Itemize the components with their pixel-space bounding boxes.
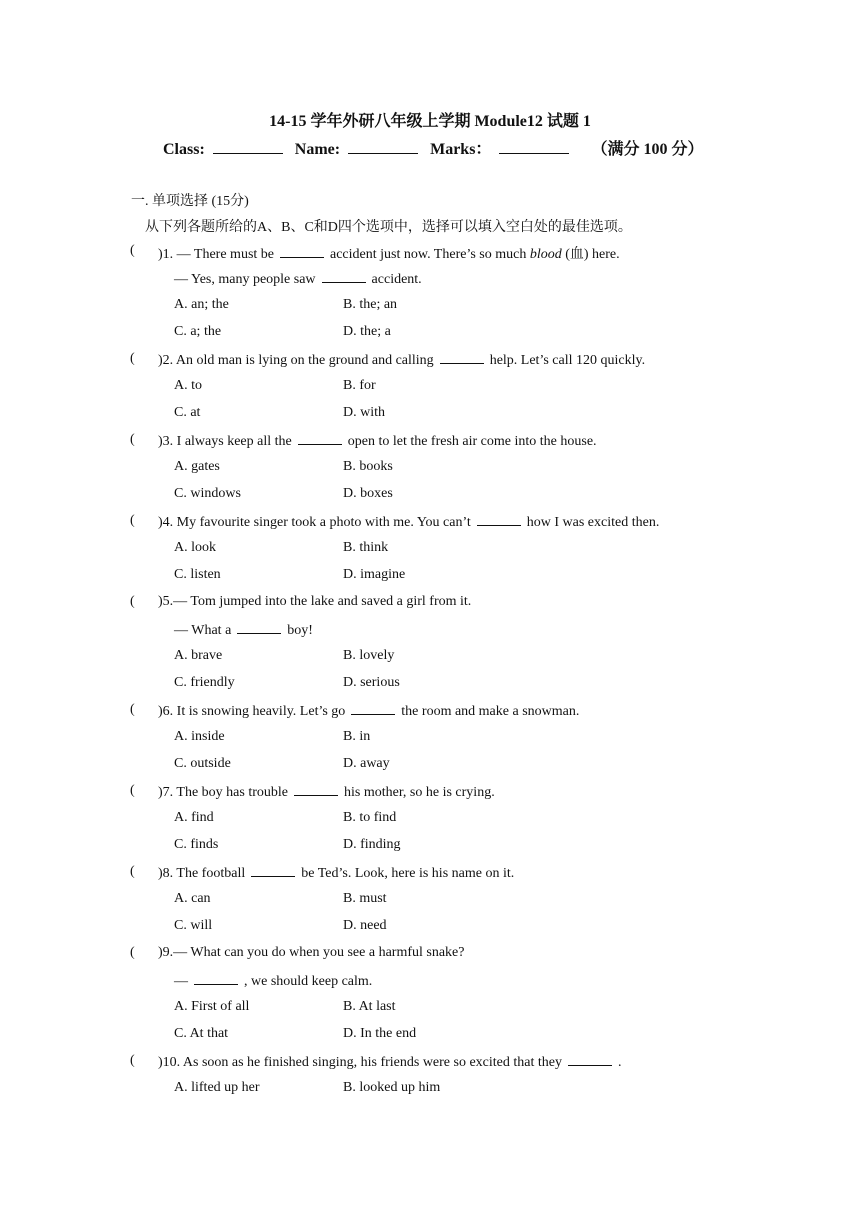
option[interactable]: B. to find [343, 810, 397, 825]
question-stem [158, 864, 514, 882]
answer-blank[interactable] [351, 702, 395, 715]
option[interactable]: D. boxes [343, 486, 393, 501]
name-blank[interactable] [348, 139, 418, 154]
option-line [0, 540, 860, 567]
option[interactable]: B. think [343, 540, 389, 555]
option[interactable]: D. imagine [343, 567, 406, 582]
section-instruction: 从下列各题所给的A、B、C和D四个选项中，选择可以填入空白处的最佳选项。 [145, 220, 632, 235]
option-line [0, 756, 860, 783]
option[interactable]: A. to [174, 378, 202, 393]
option-line [0, 297, 860, 324]
option-line [0, 378, 860, 405]
question-stem-line [0, 243, 860, 270]
question-continuation [174, 972, 372, 990]
question-cont-line [0, 972, 860, 999]
stem-text: . [617, 1055, 622, 1070]
option-line [0, 567, 860, 594]
option[interactable]: A. find [174, 810, 214, 825]
option[interactable]: D. finding [343, 837, 401, 852]
answer-blank[interactable] [477, 513, 521, 526]
answer-paren[interactable]: ( [130, 945, 135, 960]
cont-text: — What a [174, 623, 232, 638]
question-stem [158, 432, 597, 450]
question-stem [158, 513, 659, 531]
answer-blank[interactable] [322, 270, 366, 283]
stem-text: )2. An old man is lying on the ground and calling [158, 353, 434, 368]
answer-paren[interactable]: ( [130, 702, 135, 717]
option[interactable]: D. need [343, 918, 387, 933]
stem-text: )6. It is snowing heavily. Let’s go [158, 704, 346, 719]
option-line [0, 810, 860, 837]
class-blank[interactable] [213, 139, 283, 154]
option-line [0, 1080, 860, 1107]
question-stem [158, 243, 620, 263]
stem-text: his mother, so he is crying. [344, 785, 495, 800]
option[interactable]: B. looked up him [343, 1080, 441, 1095]
question-stem-line [0, 945, 860, 972]
option[interactable]: B. must [343, 891, 387, 906]
stem-text: )9.— What can you do when you see a harmful snake? [158, 945, 465, 960]
option[interactable]: C. finds [174, 837, 219, 852]
stem-text: )7. The boy has trouble [158, 785, 288, 800]
cont-text: — Yes, many people saw [174, 272, 316, 287]
stem-text: )4. My favourite singer took a photo with me. You can’t [158, 515, 471, 530]
option[interactable]: A. brave [174, 648, 223, 663]
marks-label: Marks： [430, 141, 492, 158]
cont-text: , we should keep calm. [244, 974, 373, 989]
option[interactable]: B. for [343, 378, 376, 393]
answer-blank[interactable] [237, 621, 281, 634]
option[interactable]: C. outside [174, 756, 231, 771]
option[interactable]: C. a; the [174, 324, 222, 339]
question-stem-line [0, 783, 860, 810]
question-stem [158, 702, 579, 720]
section-title: 一. 单项选择 (15分) [131, 194, 249, 209]
option[interactable]: A. lifted up her [174, 1080, 260, 1095]
option-line [0, 648, 860, 675]
option-line [0, 837, 860, 864]
question-stem-line [0, 1053, 860, 1080]
question-stem [158, 1053, 621, 1071]
question-stem-line [0, 864, 860, 891]
class-label: Class: [163, 141, 205, 158]
option[interactable]: C. listen [174, 567, 221, 582]
marks-blank[interactable] [499, 139, 569, 154]
option-line [0, 486, 860, 513]
option[interactable]: A. inside [174, 729, 225, 744]
option[interactable]: C. will [174, 918, 213, 933]
option-line [0, 675, 860, 702]
option[interactable]: A. can [174, 891, 211, 906]
option-line [0, 459, 860, 486]
stem-text: )1. — There must be [158, 247, 274, 262]
answer-blank[interactable] [298, 432, 342, 445]
option[interactable]: A. look [174, 540, 216, 555]
option[interactable]: B. books [343, 459, 393, 474]
question-stem [158, 783, 495, 801]
answer-paren[interactable]: ( [130, 783, 135, 798]
option[interactable]: A. an; the [174, 297, 229, 312]
option-line [0, 729, 860, 756]
question-cont-line [0, 270, 860, 297]
answer-blank[interactable] [294, 783, 338, 796]
question-stem [158, 594, 471, 610]
cont-text: accident. [371, 272, 422, 287]
option[interactable]: B. the; an [343, 297, 398, 312]
option[interactable]: C. At that [174, 1026, 229, 1041]
option[interactable]: C. at [174, 405, 201, 420]
stem-text: )10. As soon as he finished singing, his friends were so excited that they [158, 1055, 562, 1070]
stem-text: how I was excited then. [526, 515, 660, 530]
option-line [0, 999, 860, 1026]
answer-paren[interactable]: ( [130, 243, 135, 258]
question-continuation [174, 270, 422, 288]
option[interactable]: D. In the end [343, 1026, 417, 1041]
answer-paren[interactable]: ( [130, 1053, 135, 1068]
name-label: Name: [294, 141, 341, 158]
stem-text: )8. The football [158, 866, 246, 881]
answer-paren[interactable]: ( [130, 351, 135, 366]
stem-text: accident just now. There’s so much [330, 247, 527, 262]
question-stem-line [0, 513, 860, 540]
option[interactable]: D. with [343, 405, 385, 420]
question-stem [158, 945, 464, 961]
stem-text: (血) here. [565, 247, 620, 262]
option[interactable]: D. serious [343, 675, 400, 690]
option[interactable]: C. windows [174, 486, 241, 501]
stem-text: help. Let’s call 120 quickly. [489, 353, 646, 368]
option-line [0, 405, 860, 432]
option-line [0, 891, 860, 918]
option[interactable]: D. away [343, 756, 390, 771]
stem-text: be Ted’s. Look, here is his name on it. [301, 866, 515, 881]
answer-blank[interactable] [251, 864, 295, 877]
stem-text: open to let the fresh air come into the house. [347, 434, 597, 449]
question-cont-line [0, 621, 860, 648]
question-continuation [174, 621, 313, 639]
answer-paren[interactable]: ( [130, 594, 135, 609]
option-line [0, 324, 860, 351]
option[interactable]: B. At last [343, 999, 396, 1014]
option-line [0, 1026, 860, 1053]
option[interactable]: B. lovely [343, 648, 395, 663]
option[interactable]: D. the; a [343, 324, 391, 339]
answer-blank[interactable] [568, 1053, 612, 1066]
stem-text: )5.— Tom jumped into the lake and saved a girl from it. [158, 594, 472, 609]
question-stem-line [0, 594, 860, 621]
cont-text: boy! [287, 623, 313, 638]
option[interactable]: B. in [343, 729, 371, 744]
option-line [0, 918, 860, 945]
answer-blank[interactable] [194, 972, 238, 985]
answer-blank[interactable] [280, 245, 324, 258]
option[interactable]: A. First of all [174, 999, 250, 1014]
answer-paren[interactable]: ( [130, 864, 135, 879]
stem-text: )3. I always keep all the [158, 434, 292, 449]
question-stem-line [0, 702, 860, 729]
full-score: （满分 100 分） [591, 141, 704, 158]
answer-paren[interactable]: ( [130, 513, 135, 528]
stem-italic-word: blood [529, 247, 562, 262]
question-list [0, 243, 860, 1107]
option[interactable]: C. friendly [174, 675, 235, 690]
answer-paren[interactable]: ( [130, 432, 135, 447]
student-info-line [163, 136, 703, 159]
exam-title: 14-15 学年外研八年级上学期 Module12 试题 1 [269, 113, 591, 130]
stem-text: the room and make a snowman. [401, 704, 580, 719]
cont-text: — [174, 974, 188, 989]
question-stem-line [0, 432, 860, 459]
answer-blank[interactable] [440, 351, 484, 364]
option[interactable]: A. gates [174, 459, 220, 474]
question-stem [158, 351, 645, 369]
question-stem-line [0, 351, 860, 378]
